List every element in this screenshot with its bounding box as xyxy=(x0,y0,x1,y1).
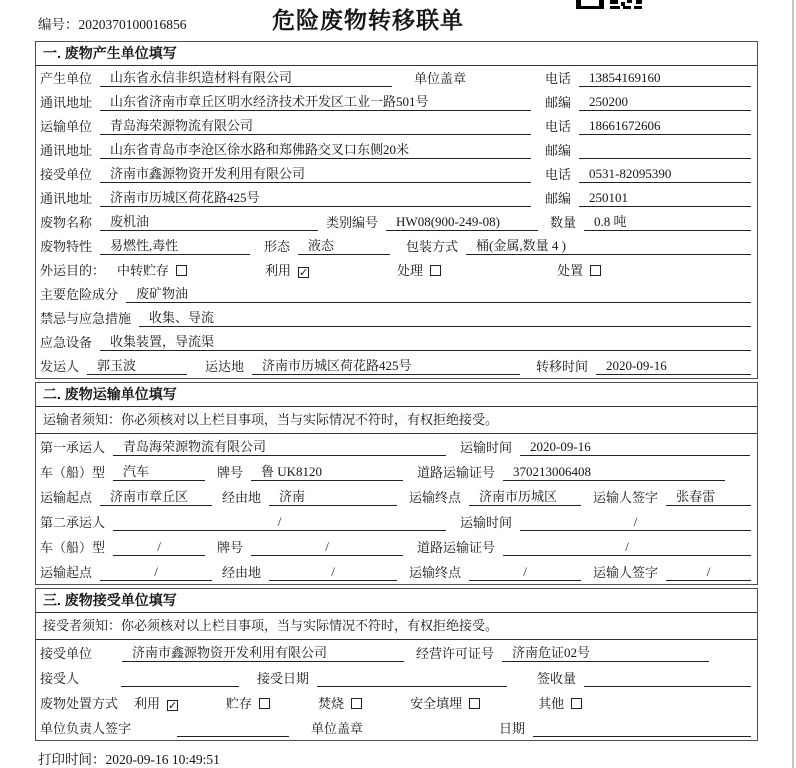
zip-label: 邮编 xyxy=(545,95,572,110)
zip-value: 250200 xyxy=(579,94,751,111)
row-hazard-component xyxy=(36,282,757,306)
producer-value: 山东省永信非织造材料有限公司 xyxy=(100,70,392,87)
row-disposal-checkboxes xyxy=(36,690,757,715)
transport-time-value: 2020-09-16 xyxy=(520,439,750,456)
row-waste-name xyxy=(36,210,757,234)
head-signature-label: 单位负责人签字 xyxy=(40,721,132,736)
waste-character-label: 废物特性 xyxy=(40,239,93,254)
plate-label: 牌号 xyxy=(217,465,244,480)
transporter-label: 运输单位 xyxy=(40,119,93,134)
route-via-label: 经由地 xyxy=(222,490,262,505)
taboo-label: 禁忌与应急措施 xyxy=(40,311,132,326)
section-transport-header: 二. 废物运输单位填写 xyxy=(36,383,757,407)
section-transport xyxy=(35,382,758,585)
road-license-label: 道路运输证号 xyxy=(417,540,496,555)
address-value: 山东省青岛市李沧区徐水路和郑佛路交叉口东侧20米 xyxy=(100,142,531,159)
print-time-value: 2020-09-16 10:49:51 xyxy=(105,752,220,767)
transporter-sign-value: 张春雷 xyxy=(666,489,751,506)
address-value: 济南市历城区荷花路425号 xyxy=(100,190,531,207)
purpose-label: 外运目的： xyxy=(40,263,106,278)
section-producer-header: 一. 废物产生单位填写 xyxy=(36,42,757,66)
checkbox-item-use xyxy=(265,262,309,279)
waste-name-label: 废物名称 xyxy=(40,215,93,230)
checkbox-label: 安全填埋 xyxy=(410,696,463,711)
consignor-label: 发运人 xyxy=(40,359,80,374)
transporter-sign-value: / xyxy=(666,564,751,581)
hazard-label: 主要危险成分 xyxy=(40,287,119,302)
receiver-unit-value: 济南市鑫源物资开发利用有限公司 xyxy=(122,645,404,662)
route-start-value: 济南市章丘区 xyxy=(100,489,212,506)
route-end-label: 运输终点 xyxy=(409,565,462,580)
serial-number: 2020370100016856 xyxy=(78,17,187,32)
plate-value: / xyxy=(251,539,403,556)
second-carrier-label: 第二承运人 xyxy=(40,515,106,530)
first-carrier-label: 第一承运人 xyxy=(40,440,106,455)
row-emergency-equipment xyxy=(36,330,757,354)
checkbox-item-other xyxy=(538,695,582,712)
transporter-sign-label: 运输人签字 xyxy=(593,490,659,505)
checkbox-label: 中转贮存 xyxy=(117,263,170,278)
plate-label: 牌号 xyxy=(217,540,244,555)
route-via-label: 经由地 xyxy=(222,565,262,580)
checkbox-item-treat xyxy=(397,262,441,279)
disposal-method-label: 废物处置方式 xyxy=(40,696,119,711)
checkbox-label: 利用 xyxy=(265,263,292,278)
checkbox-incinerate xyxy=(351,698,362,709)
receiver-unit-label: 接受单位 xyxy=(40,646,93,661)
checkbox-dispose xyxy=(590,265,601,276)
row-producer-address xyxy=(36,90,757,114)
equipment-value: 收集装置，导流渠 xyxy=(100,334,751,351)
route-start-label: 运输起点 xyxy=(40,490,93,505)
second-carrier-value: / xyxy=(113,514,446,531)
operating-license-value: 济南危证02号 xyxy=(502,645,709,662)
address-label: 通讯地址 xyxy=(40,95,93,110)
transport-time-label: 运输时间 xyxy=(460,440,513,455)
phone-value: 13854169160 xyxy=(579,70,751,87)
road-license-label: 道路运输证号 xyxy=(417,465,496,480)
form-value: 液态 xyxy=(298,238,390,255)
transfer-date-value: 2020-09-16 xyxy=(596,358,751,375)
checkbox-label: 贮存 xyxy=(226,696,253,711)
print-time-line xyxy=(38,748,796,768)
checkbox-item-store xyxy=(226,695,270,712)
route-via-value: / xyxy=(269,564,397,581)
vehicle-type-label: 车（船）型 xyxy=(40,540,106,555)
quantity-label: 数量 xyxy=(550,215,577,230)
address-label: 通讯地址 xyxy=(40,143,93,158)
checkbox-landfill xyxy=(469,698,480,709)
date-label: 日期 xyxy=(499,721,526,736)
row-vehicle-1 xyxy=(36,459,757,484)
unit-seal-label: 单位盖章 xyxy=(311,721,364,736)
row-route-2 xyxy=(36,559,757,584)
phone-label: 电话 xyxy=(545,71,572,86)
page-right-edge xyxy=(792,0,794,768)
manifest-form xyxy=(35,41,758,741)
checkbox-label: 其他 xyxy=(538,696,565,711)
row-waste-character xyxy=(36,234,757,258)
transporter-sign-label: 运输人签字 xyxy=(593,565,659,580)
operating-license-label: 经营许可证号 xyxy=(416,646,495,661)
route-end-value: 济南市历城区 xyxy=(469,489,581,506)
receiver-value: 济南市鑫源物资开发利用有限公司 xyxy=(100,166,531,183)
phone-label: 电话 xyxy=(545,119,572,134)
checkbox-treat xyxy=(430,265,441,276)
checkbox-label: 利用 xyxy=(134,696,161,711)
row-receiver-address xyxy=(36,186,757,210)
zip-label: 邮编 xyxy=(545,143,572,158)
road-license-value: 370213006408 xyxy=(503,464,725,481)
address-label: 通讯地址 xyxy=(40,191,93,206)
taboo-value: 收集、导流 xyxy=(139,310,751,327)
row-head-signature xyxy=(36,715,757,740)
signed-amount-label: 签收量 xyxy=(537,671,577,686)
signed-amount-value xyxy=(584,670,751,687)
address-value: 山东省济南市章丘区明水经济技术开发区工业一路501号 xyxy=(100,94,531,111)
row-route-1 xyxy=(36,484,757,509)
waste-name-value: 废机油 xyxy=(100,214,318,231)
route-via-value: 济南 xyxy=(269,489,397,506)
transporter-value: 青岛海荣源物流有限公司 xyxy=(100,118,531,135)
checkbox-item-incinerate xyxy=(318,695,362,712)
document-header xyxy=(0,0,796,41)
row-receiver-unit xyxy=(36,640,757,665)
plate-value: 鲁 UK8120 xyxy=(251,464,403,481)
transfer-date-label: 转移时间 xyxy=(536,359,589,374)
consignor-value: 郭玉波 xyxy=(87,358,187,375)
section-receiver-header: 三. 废物接受单位填写 xyxy=(36,589,757,613)
phone-value: 0531-82095390 xyxy=(579,166,751,183)
checkbox-use-checked: ✓ xyxy=(168,699,178,712)
vehicle-type-value: / xyxy=(113,539,205,556)
equipment-label: 应急设备 xyxy=(40,335,93,350)
quantity-value: 0.8 吨 xyxy=(584,214,751,231)
checkbox-label: 处置 xyxy=(557,263,584,278)
checkbox-use-checked: ✓ xyxy=(299,266,309,279)
hazard-value: 废矿物油 xyxy=(126,286,751,303)
page-title: 危险废物转移联单 xyxy=(272,7,464,33)
checkbox-item-dispose xyxy=(557,262,601,279)
first-carrier-value: 青岛海荣源物流有限公司 xyxy=(113,439,446,456)
producer-label: 产生单位 xyxy=(40,71,93,86)
checkbox-item-use xyxy=(134,695,178,712)
unit-seal-label: 单位盖章 xyxy=(414,71,467,86)
route-end-label: 运输终点 xyxy=(409,490,462,505)
category-value: HW08(900-249-08) xyxy=(386,214,538,231)
packing-value: 桶(金属,数量 4 ) xyxy=(466,238,751,255)
row-receiver xyxy=(36,162,757,186)
receiver-notice: 接受者须知：你必须核对以上栏目事项，当与实际情况不符时，有权拒绝接受。 xyxy=(36,613,757,640)
transport-time-value: / xyxy=(520,514,751,531)
row-first-carrier xyxy=(36,434,757,459)
print-time-label: 打印时间： xyxy=(38,752,106,767)
section-producer xyxy=(35,41,758,379)
route-start-value: / xyxy=(100,564,212,581)
phone-label: 电话 xyxy=(545,167,572,182)
checkbox-label: 处理 xyxy=(397,263,424,278)
transport-time-label: 运输时间 xyxy=(460,515,513,530)
checkbox-transfer-storage xyxy=(176,265,187,276)
row-receive-person xyxy=(36,665,757,690)
waste-character-value: 易燃性,毒性 xyxy=(100,238,250,255)
row-transporter xyxy=(36,114,757,138)
receive-date-label: 接受日期 xyxy=(257,671,310,686)
vehicle-type-label: 车（船）型 xyxy=(40,465,106,480)
receive-person-value xyxy=(121,670,239,687)
route-start-label: 运输起点 xyxy=(40,565,93,580)
checkbox-item-landfill xyxy=(410,695,480,712)
route-end-value: / xyxy=(469,564,581,581)
serial-label: 编号： xyxy=(38,17,79,32)
phone-value: 18661672606 xyxy=(579,118,751,135)
row-vehicle-2 xyxy=(36,534,757,559)
packing-label: 包装方式 xyxy=(406,239,459,254)
receive-date-value xyxy=(317,670,507,687)
checkbox-store xyxy=(259,698,270,709)
zip-value: 250101 xyxy=(579,190,751,207)
destination-value: 济南市历城区荷花路425号 xyxy=(252,358,520,375)
zip-label: 邮编 xyxy=(545,191,572,206)
row-producer xyxy=(36,66,757,90)
section-receiver xyxy=(35,588,758,741)
receive-person-label: 接受人 xyxy=(40,671,80,686)
transport-notice: 运输者须知：你必须核对以上栏目事项，当与实际情况不符时，有权拒绝接受。 xyxy=(36,407,757,434)
head-signature-value xyxy=(177,720,289,737)
form-label: 形态 xyxy=(264,239,291,254)
road-license-value: / xyxy=(503,539,751,556)
row-purpose-checkboxes xyxy=(36,258,757,282)
checkbox-item-transfer-storage xyxy=(117,262,187,279)
category-label: 类别编号 xyxy=(326,215,379,230)
row-transporter-address xyxy=(36,138,757,162)
row-second-carrier xyxy=(36,509,757,534)
checkbox-label: 焚烧 xyxy=(318,696,345,711)
vehicle-type-value: 汽车 xyxy=(113,464,205,481)
checkbox-other xyxy=(571,698,582,709)
date-value xyxy=(533,720,751,737)
row-consignor xyxy=(36,354,757,378)
destination-label: 运达地 xyxy=(205,359,245,374)
zip-value xyxy=(579,142,751,159)
row-taboo-measures xyxy=(36,306,757,330)
receiver-label: 接受单位 xyxy=(40,167,93,182)
